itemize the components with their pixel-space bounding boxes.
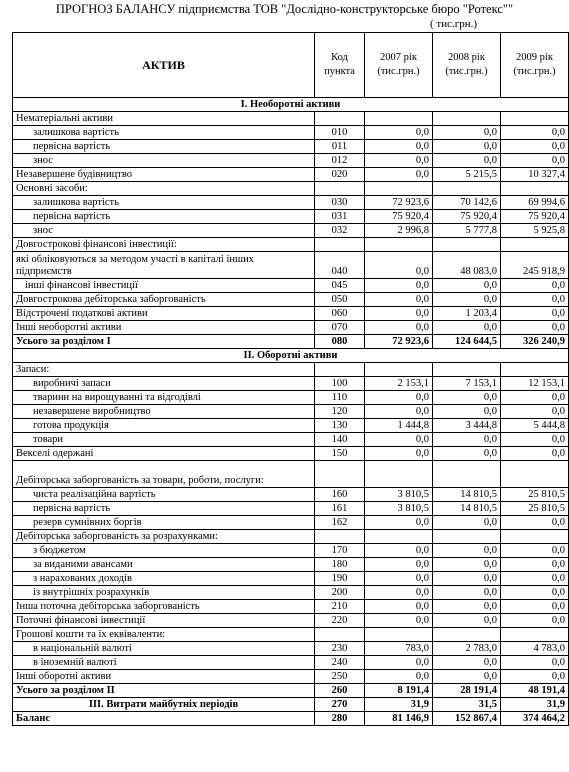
row-value-2007: 0,0 [365, 600, 433, 614]
row-value-2008: 31,5 [433, 698, 501, 712]
balance-table-body [13, 33, 569, 726]
row-code: 020 [315, 168, 365, 182]
row-value-2008: 75 920,4 [433, 210, 501, 224]
row-value-2008 [433, 461, 501, 488]
row-value-2009: 245 918,9 [501, 252, 569, 279]
row-value-2007: 3 810,5 [365, 488, 433, 502]
row-value-2008: 5 215,5 [433, 168, 501, 182]
table-row [13, 502, 569, 516]
row-value-2009: 0,0 [501, 279, 569, 293]
row-label: Основні засоби: [13, 182, 315, 196]
row-code: 250 [315, 670, 365, 684]
row-value-2009 [501, 628, 569, 642]
row-value-2009: 0,0 [501, 656, 569, 670]
row-code: 210 [315, 600, 365, 614]
row-code: 032 [315, 224, 365, 238]
row-label: первісна вартість [13, 210, 315, 224]
units-note: ( тис.грн.) [430, 18, 478, 30]
row-label: Дебіторська заборгованість за розрахунками: [13, 530, 315, 544]
row-label: Дебіторська заборгованість за товари, роботи, послуги: [13, 461, 315, 488]
row-code [315, 112, 365, 126]
row-value-2007: 783,0 [365, 642, 433, 656]
row-value-2009 [501, 530, 569, 544]
table-row [13, 516, 569, 530]
row-code: 220 [315, 614, 365, 628]
row-label: Довгострокова дебіторська заборгованість [13, 293, 315, 307]
section-title: ІІ. Оборотні активи [13, 349, 569, 363]
table-row [13, 461, 569, 488]
row-value-2007: 0,0 [365, 321, 433, 335]
row-value-2008: 0,0 [433, 293, 501, 307]
row-value-2007 [365, 182, 433, 196]
table-row [13, 447, 569, 461]
table-row [13, 433, 569, 447]
table-row [13, 642, 569, 656]
row-value-2009: 0,0 [501, 544, 569, 558]
row-code: 190 [315, 572, 365, 586]
row-value-2008: 1 203,4 [433, 307, 501, 321]
table-row [13, 307, 569, 321]
section-header-row [13, 349, 569, 363]
table-row [13, 168, 569, 182]
row-value-2007: 0,0 [365, 307, 433, 321]
row-label: в іноземній валюті [13, 656, 315, 670]
row-value-2009: 31,9 [501, 698, 569, 712]
row-label: за виданими авансами [13, 558, 315, 572]
row-value-2009 [501, 182, 569, 196]
row-label: залишкова вартість [13, 196, 315, 210]
row-label: готова продукція [13, 419, 315, 433]
row-code [315, 363, 365, 377]
row-value-2008: 70 142,6 [433, 196, 501, 210]
row-label: виробничі запаси [13, 377, 315, 391]
row-label: Інша поточна дебіторська заборгованість [13, 600, 315, 614]
row-value-2007: 0,0 [365, 447, 433, 461]
row-value-2008: 124 644,5 [433, 335, 501, 349]
row-value-2007: 0,0 [365, 614, 433, 628]
row-label: Довгострокові фінансові інвестиції: [13, 238, 315, 252]
row-label: Грошові кошти та їх еквіваленти: [13, 628, 315, 642]
table-row [13, 405, 569, 419]
table-row [13, 558, 569, 572]
table-row [13, 377, 569, 391]
row-value-2008: 0,0 [433, 558, 501, 572]
row-code: 270 [315, 698, 365, 712]
row-value-2009: 25 810,5 [501, 502, 569, 516]
row-value-2009: 0,0 [501, 670, 569, 684]
row-code: 011 [315, 140, 365, 154]
row-value-2009: 0,0 [501, 614, 569, 628]
row-code: 040 [315, 252, 365, 279]
row-value-2007: 0,0 [365, 391, 433, 405]
row-code: 080 [315, 335, 365, 349]
table-row [13, 419, 569, 433]
row-value-2009: 0,0 [501, 293, 569, 307]
row-value-2008: 0,0 [433, 656, 501, 670]
row-value-2007 [365, 461, 433, 488]
row-value-2007: 0,0 [365, 154, 433, 168]
table-row [13, 391, 569, 405]
balance-table [12, 32, 569, 726]
header-2008: 2008 рік (тис.грн.) [433, 33, 501, 98]
row-value-2008: 0,0 [433, 433, 501, 447]
row-value-2007: 2 996,8 [365, 224, 433, 238]
row-code: 031 [315, 210, 365, 224]
row-value-2009: 0,0 [501, 391, 569, 405]
row-value-2008: 7 153,1 [433, 377, 501, 391]
header-2009: 2009 рік (тис.грн.) [501, 33, 569, 98]
row-label: Запаси: [13, 363, 315, 377]
row-label: з нарахованих доходів [13, 572, 315, 586]
table-row [13, 279, 569, 293]
row-value-2007: 0,0 [365, 279, 433, 293]
table-row [13, 698, 569, 712]
row-value-2007 [365, 112, 433, 126]
row-value-2007: 0,0 [365, 558, 433, 572]
table-row [13, 656, 569, 670]
row-value-2008: 0,0 [433, 586, 501, 600]
row-code: 130 [315, 419, 365, 433]
row-value-2007: 0,0 [365, 656, 433, 670]
table-header-row [13, 33, 569, 98]
row-code: 230 [315, 642, 365, 656]
row-value-2008: 0,0 [433, 516, 501, 530]
row-value-2008: 48 083,0 [433, 252, 501, 279]
row-value-2009: 69 994,6 [501, 196, 569, 210]
row-value-2007: 72 923,6 [365, 335, 433, 349]
table-row [13, 335, 569, 349]
table-row [13, 196, 569, 210]
row-value-2008: 0,0 [433, 614, 501, 628]
row-label: інші фінансові інвестиції [13, 279, 315, 293]
row-label: Відстрочені податкові активи [13, 307, 315, 321]
row-label: залишкова вартість [13, 126, 315, 140]
row-label: первісна вартість [13, 140, 315, 154]
row-value-2009: 0,0 [501, 140, 569, 154]
row-value-2008: 0,0 [433, 126, 501, 140]
row-value-2008 [433, 238, 501, 252]
row-value-2008: 28 191,4 [433, 684, 501, 698]
row-value-2009: 0,0 [501, 586, 569, 600]
row-value-2009 [501, 461, 569, 488]
row-value-2007: 81 146,9 [365, 712, 433, 726]
row-label: ІІІ. Витрати майбутніх періодів [13, 698, 315, 712]
row-label: Усього за розділом ІІ [13, 684, 315, 698]
row-value-2008 [433, 112, 501, 126]
row-code [315, 182, 365, 196]
row-label: Поточні фінансові інвестиції [13, 614, 315, 628]
table-row [13, 628, 569, 642]
row-value-2007: 31,9 [365, 698, 433, 712]
row-value-2008: 0,0 [433, 279, 501, 293]
row-code: 012 [315, 154, 365, 168]
row-value-2007: 3 810,5 [365, 502, 433, 516]
row-code: 120 [315, 405, 365, 419]
row-value-2008 [433, 530, 501, 544]
row-code: 060 [315, 307, 365, 321]
row-code: 240 [315, 656, 365, 670]
row-value-2009 [501, 363, 569, 377]
row-value-2007: 0,0 [365, 433, 433, 447]
row-value-2008: 3 444,8 [433, 419, 501, 433]
row-value-2009 [501, 238, 569, 252]
table-row [13, 252, 569, 279]
row-label: Незавершене будівництво [13, 168, 315, 182]
table-row [13, 544, 569, 558]
table-row [13, 210, 569, 224]
row-value-2008: 0,0 [433, 600, 501, 614]
row-value-2007: 0,0 [365, 572, 433, 586]
row-value-2008: 5 777,8 [433, 224, 501, 238]
row-value-2009 [501, 112, 569, 126]
row-code: 150 [315, 447, 365, 461]
row-value-2009: 0,0 [501, 447, 569, 461]
row-code: 180 [315, 558, 365, 572]
table-row [13, 182, 569, 196]
row-label: Усього за розділом І [13, 335, 315, 349]
row-code [315, 530, 365, 544]
row-value-2009: 12 153,1 [501, 377, 569, 391]
row-label: Нематеріальні активи [13, 112, 315, 126]
row-value-2009: 0,0 [501, 600, 569, 614]
row-value-2007: 0,0 [365, 168, 433, 182]
row-label: Інші оборотні активи [13, 670, 315, 684]
header-2007: 2007 рік (тис.грн.) [365, 33, 433, 98]
row-value-2009: 0,0 [501, 405, 569, 419]
row-code: 161 [315, 502, 365, 516]
row-code: 162 [315, 516, 365, 530]
table-row [13, 670, 569, 684]
row-code: 280 [315, 712, 365, 726]
row-value-2007 [365, 363, 433, 377]
table-row [13, 530, 569, 544]
row-value-2009: 326 240,9 [501, 335, 569, 349]
row-label: в національній валюті [13, 642, 315, 656]
row-value-2008: 0,0 [433, 140, 501, 154]
row-value-2008: 14 810,5 [433, 502, 501, 516]
section-title: І. Необоротні активи [13, 98, 569, 112]
row-label: з бюджетом [13, 544, 315, 558]
row-label: із внутрішніх розрахунків [13, 586, 315, 600]
row-value-2009: 374 464,2 [501, 712, 569, 726]
table-row [13, 293, 569, 307]
table-row [13, 572, 569, 586]
row-value-2008: 0,0 [433, 154, 501, 168]
row-code [315, 628, 365, 642]
row-code: 050 [315, 293, 365, 307]
row-value-2008 [433, 182, 501, 196]
row-label: незавершене виробництво [13, 405, 315, 419]
row-value-2009: 0,0 [501, 321, 569, 335]
row-code: 030 [315, 196, 365, 210]
section-header-row [13, 98, 569, 112]
table-row [13, 126, 569, 140]
table-row [13, 363, 569, 377]
row-label: тварини на вирощуванні та відгодівлі [13, 391, 315, 405]
row-value-2009: 5 925,8 [501, 224, 569, 238]
row-label: знос [13, 154, 315, 168]
row-value-2008: 0,0 [433, 670, 501, 684]
row-value-2008: 152 867,4 [433, 712, 501, 726]
row-value-2009: 0,0 [501, 126, 569, 140]
row-value-2009: 48 191,4 [501, 684, 569, 698]
row-value-2009: 0,0 [501, 154, 569, 168]
row-label: первісна вартість [13, 502, 315, 516]
row-label: резерв сумнівних боргів [13, 516, 315, 530]
row-value-2007: 0,0 [365, 516, 433, 530]
table-row [13, 600, 569, 614]
row-code [315, 461, 365, 488]
row-code: 110 [315, 391, 365, 405]
row-value-2007: 0,0 [365, 252, 433, 279]
table-row [13, 238, 569, 252]
row-value-2008: 0,0 [433, 544, 501, 558]
table-row [13, 140, 569, 154]
row-value-2007: 0,0 [365, 140, 433, 154]
table-row [13, 488, 569, 502]
table-row [13, 154, 569, 168]
row-value-2009: 4 783,0 [501, 642, 569, 656]
row-value-2008: 0,0 [433, 447, 501, 461]
row-code [315, 238, 365, 252]
header-activ: АКТИВ [13, 33, 315, 98]
row-code: 010 [315, 126, 365, 140]
row-value-2008 [433, 628, 501, 642]
row-code: 070 [315, 321, 365, 335]
row-value-2007: 0,0 [365, 126, 433, 140]
row-code: 260 [315, 684, 365, 698]
row-code: 200 [315, 586, 365, 600]
row-value-2009: 5 444,8 [501, 419, 569, 433]
row-value-2007: 75 920,4 [365, 210, 433, 224]
row-value-2008: 0,0 [433, 405, 501, 419]
row-value-2009: 0,0 [501, 307, 569, 321]
row-code: 170 [315, 544, 365, 558]
row-value-2009: 10 327,4 [501, 168, 569, 182]
row-value-2007: 72 923,6 [365, 196, 433, 210]
row-value-2007: 0,0 [365, 293, 433, 307]
row-value-2007: 1 444,8 [365, 419, 433, 433]
row-value-2007: 8 191,4 [365, 684, 433, 698]
row-label: Інші необоротні активи [13, 321, 315, 335]
row-value-2008: 0,0 [433, 391, 501, 405]
row-value-2008 [433, 363, 501, 377]
table-row [13, 112, 569, 126]
row-label: товари [13, 433, 315, 447]
row-value-2009: 0,0 [501, 558, 569, 572]
row-code: 160 [315, 488, 365, 502]
row-value-2007 [365, 530, 433, 544]
row-value-2008: 14 810,5 [433, 488, 501, 502]
row-value-2007: 0,0 [365, 586, 433, 600]
row-label: знос [13, 224, 315, 238]
table-row [13, 321, 569, 335]
row-value-2009: 0,0 [501, 572, 569, 586]
row-code: 100 [315, 377, 365, 391]
row-value-2009: 25 810,5 [501, 488, 569, 502]
row-value-2008: 0,0 [433, 572, 501, 586]
header-code: Код пункта [315, 33, 365, 98]
table-row [13, 224, 569, 238]
table-row [13, 712, 569, 726]
row-value-2009: 75 920,4 [501, 210, 569, 224]
row-value-2007 [365, 238, 433, 252]
row-code: 045 [315, 279, 365, 293]
row-value-2009: 0,0 [501, 433, 569, 447]
row-value-2007: 0,0 [365, 544, 433, 558]
table-row [13, 684, 569, 698]
row-value-2009: 0,0 [501, 516, 569, 530]
row-value-2008: 2 783,0 [433, 642, 501, 656]
table-row [13, 586, 569, 600]
row-label: які обліковуються за методом участі в капіталі інших підприємств [13, 252, 315, 279]
row-value-2007: 2 153,1 [365, 377, 433, 391]
row-value-2007: 0,0 [365, 670, 433, 684]
row-value-2007 [365, 628, 433, 642]
row-label: чиста реалізаційна вартість [13, 488, 315, 502]
table-row [13, 614, 569, 628]
row-value-2007: 0,0 [365, 405, 433, 419]
row-label: Векселі одержані [13, 447, 315, 461]
row-code: 140 [315, 433, 365, 447]
row-value-2008: 0,0 [433, 321, 501, 335]
page-title: ПРОГНОЗ БАЛАНСУ підприємства ТОВ "Дослідно-конструкторське бюро "Ротекс"" [55, 2, 514, 16]
row-label: Баланс [13, 712, 315, 726]
